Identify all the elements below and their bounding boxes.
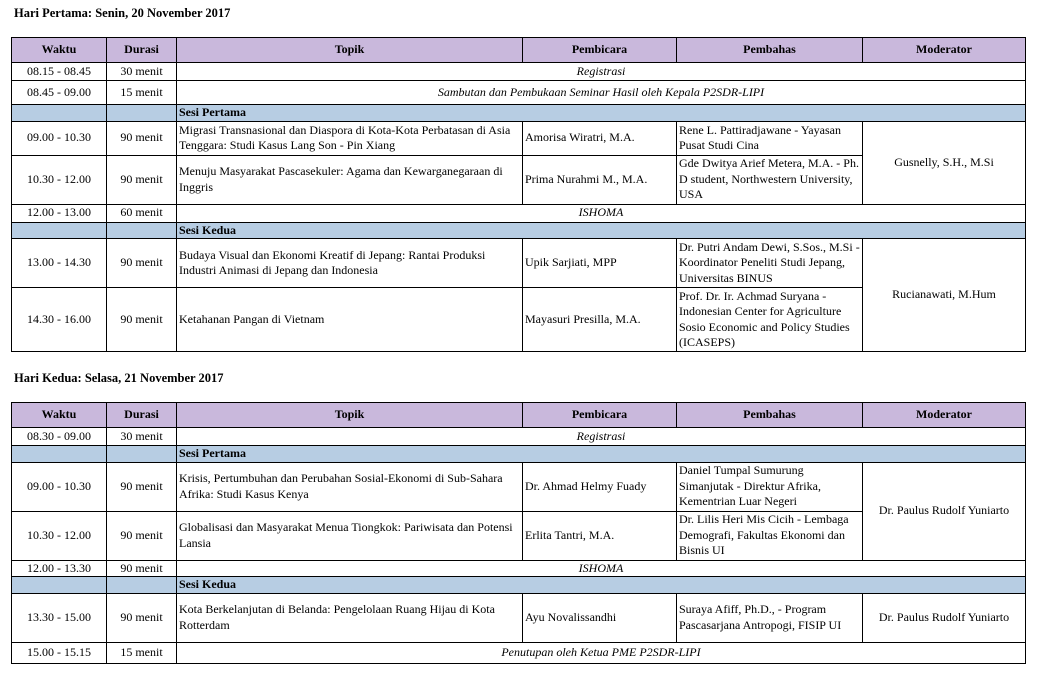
speaker-cell: Prima Nurahmi M., M.A. [523, 155, 677, 204]
session-label: Sesi Pertama [177, 446, 1026, 463]
header-waktu: Waktu [12, 38, 107, 63]
agenda-cell: Registrasi [177, 63, 1026, 81]
day1-schedule-table [11, 37, 1026, 352]
duration-cell: 90 menit [107, 155, 177, 204]
session-row [12, 577, 1026, 594]
table-header-row [12, 38, 1026, 63]
moderator-cell: Dr. Paulus Rudolf Yuniarto [863, 462, 1026, 560]
speaker-cell: Dr. Ahmad Helmy Fuady [523, 462, 677, 511]
table-row [12, 121, 1026, 155]
time-cell: 13.30 - 15.00 [12, 593, 107, 642]
speaker-cell: Amorisa Wiratri, M.A. [523, 121, 677, 155]
topic-cell: Menuju Masyarakat Pascasekuler: Agama dan Kewarganegaraan di Inggris [177, 155, 523, 204]
moderator-cell: Rucianawati, M.Hum [863, 239, 1026, 352]
topic-cell: Migrasi Transnasional dan Diaspora di Kota-Kota Perbatasan di Asia Tenggara: Studi Kasus Lang Son - Pin Xiang [177, 121, 523, 155]
duration-cell: 90 menit [107, 593, 177, 642]
duration-cell: 90 menit [107, 560, 177, 577]
duration-cell: 90 menit [107, 121, 177, 155]
discussant-cell: Prof. Dr. Ir. Achmad Suryana - Indonesian Center for Agriculture Sosio Economic and Policy Studies (ICASEPS) [677, 288, 863, 352]
blank-cell [12, 577, 107, 594]
duration-cell: 60 menit [107, 204, 177, 222]
header-waktu: Waktu [12, 403, 107, 428]
duration-cell: 15 menit [107, 81, 177, 105]
session-row [12, 105, 1026, 122]
moderator-cell: Gusnelly, S.H., M.Si [863, 121, 1026, 204]
speaker-cell: Upik Sarjiati, MPP [523, 239, 677, 288]
duration-cell: 30 menit [107, 428, 177, 446]
agenda-cell: Sambutan dan Pembukaan Seminar Hasil oleh Kepala P2SDR-LIPI [177, 81, 1026, 105]
duration-cell: 90 menit [107, 511, 177, 560]
duration-cell: 15 menit [107, 642, 177, 663]
time-cell: 14.30 - 16.00 [12, 288, 107, 352]
moderator-cell: Dr. Paulus Rudolf Yuniarto [863, 593, 1026, 642]
session-label: Sesi Kedua [177, 577, 1026, 594]
header-moderator: Moderator [863, 403, 1026, 428]
discussant-cell: Dr. Putri Andam Dewi, S.Sos., M.Si - Koordinator Peneliti Studi Jepang, Universitas BINUS [677, 239, 863, 288]
day2-title: Hari Kedua: Selasa, 21 November 2017 [14, 371, 224, 385]
table-row [12, 462, 1026, 511]
header-durasi: Durasi [107, 38, 177, 63]
duration-cell: 30 menit [107, 63, 177, 81]
agenda-cell: ISHOMA [177, 560, 1026, 577]
duration-cell: 90 menit [107, 288, 177, 352]
topic-cell: Ketahanan Pangan di Vietnam [177, 288, 523, 352]
speaker-cell: Erlita Tantri, M.A. [523, 511, 677, 560]
table-row [12, 428, 1026, 446]
duration-cell: 90 menit [107, 239, 177, 288]
discussant-cell: Rene L. Pattiradjawane - Yayasan Pusat Studi Cina [677, 121, 863, 155]
blank-cell [107, 446, 177, 463]
header-moderator: Moderator [863, 38, 1026, 63]
time-cell: 15.00 - 15.15 [12, 642, 107, 663]
discussant-cell: Suraya Afiff, Ph.D., - Program Pascasarjana Antropogi, FISIP UI [677, 593, 863, 642]
time-cell: 09.00 - 10.30 [12, 462, 107, 511]
speaker-cell: Mayasuri Presilla, M.A. [523, 288, 677, 352]
time-cell: 08.30 - 09.00 [12, 428, 107, 446]
topic-cell: Krisis, Pertumbuhan dan Perubahan Sosial-Ekonomi di Sub-Sahara Afrika: Studi Kasus Kenya [177, 462, 523, 511]
discussant-cell: Dr. Lilis Heri Mis Cicih - Lembaga Demografi, Fakultas Ekonomi dan Bisnis UI [677, 511, 863, 560]
topic-cell: Globalisasi dan Masyarakat Menua Tiongkok: Pariwisata dan Potensi Lansia [177, 511, 523, 560]
time-cell: 09.00 - 10.30 [12, 121, 107, 155]
blank-cell [12, 222, 107, 239]
time-cell: 10.30 - 12.00 [12, 511, 107, 560]
time-cell: 13.00 - 14.30 [12, 239, 107, 288]
session-label: Sesi Kedua [177, 222, 1026, 239]
agenda-cell: Registrasi [177, 428, 1026, 446]
header-durasi: Durasi [107, 403, 177, 428]
day1-title: Hari Pertama: Senin, 20 November 2017 [14, 6, 231, 20]
discussant-cell: Daniel Tumpal Sumurung Simanjutak - Direktur Afrika, Kementrian Luar Negeri [677, 462, 863, 511]
agenda-cell: Penutupan oleh Ketua PME P2SDR-LIPI [177, 642, 1026, 663]
blank-cell [107, 577, 177, 594]
time-cell: 08.15 - 08.45 [12, 63, 107, 81]
header-pembicara: Pembicara [523, 38, 677, 63]
time-cell: 12.00 - 13.30 [12, 560, 107, 577]
agenda-cell: ISHOMA [177, 204, 1026, 222]
header-topik: Topik [177, 403, 523, 428]
blank-cell [107, 105, 177, 122]
speaker-cell: Ayu Novalissandhi [523, 593, 677, 642]
day2-schedule-table [11, 402, 1026, 664]
time-cell: 12.00 - 13.00 [12, 204, 107, 222]
table-row [12, 63, 1026, 81]
table-row [12, 593, 1026, 642]
session-label: Sesi Pertama [177, 105, 1026, 122]
blank-cell [12, 105, 107, 122]
topic-cell: Kota Berkelanjutan di Belanda: Pengelolaan Ruang Hijau di Kota Rotterdam [177, 593, 523, 642]
table-row [12, 642, 1026, 663]
header-topik: Topik [177, 38, 523, 63]
header-pembahas: Pembahas [677, 38, 863, 63]
duration-cell: 90 menit [107, 462, 177, 511]
time-cell: 08.45 - 09.00 [12, 81, 107, 105]
time-cell: 10.30 - 12.00 [12, 155, 107, 204]
table-row [12, 204, 1026, 222]
header-pembahas: Pembahas [677, 403, 863, 428]
table-row [12, 81, 1026, 105]
table-row [12, 239, 1026, 288]
blank-cell [12, 446, 107, 463]
topic-cell: Budaya Visual dan Ekonomi Kreatif di Jepang: Rantai Produksi Industri Animasi di Jepang dan Indonesia [177, 239, 523, 288]
discussant-cell: Gde Dwitya Arief Metera, M.A. - Ph. D student, Northwestern University, USA [677, 155, 863, 204]
table-row [12, 560, 1026, 577]
blank-cell [107, 222, 177, 239]
header-pembicara: Pembicara [523, 403, 677, 428]
session-row [12, 446, 1026, 463]
table-header-row [12, 403, 1026, 428]
session-row [12, 222, 1026, 239]
